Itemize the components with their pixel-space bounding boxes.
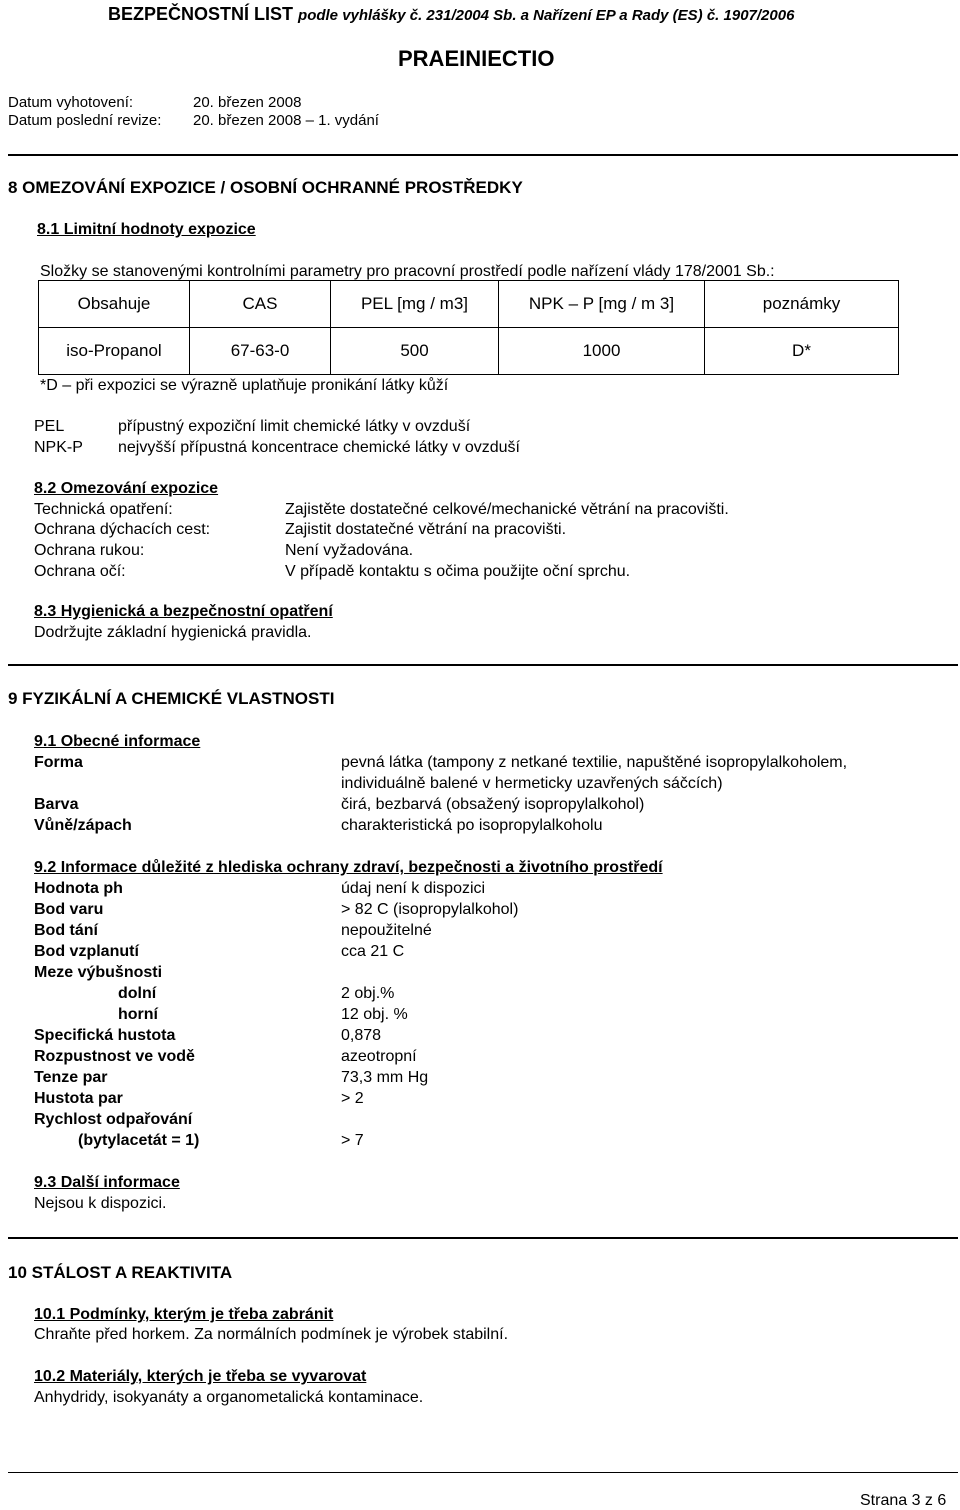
table-header-cell: NPK – P [mg / m 3]: [499, 281, 705, 328]
header-divider: [8, 154, 958, 156]
property-value: 2 obj.%: [341, 985, 395, 1002]
exposure-label: Ochrana dýchacích cest:: [34, 521, 211, 538]
abbr-desc: nejvyšší přípustná koncentrace chemické látky v ovzduší: [118, 439, 520, 456]
property-label: Hodnota ph: [34, 880, 123, 897]
forma-value: pevná látka (tampony z netkané textilie, napuštěné isopropylalkoholem,: [341, 754, 848, 771]
property-label: Tenze par: [34, 1069, 108, 1086]
section-8-3-title: 8.3 Hygienická a bezpečnostní opatření: [34, 603, 333, 620]
footer-divider: [8, 1472, 958, 1473]
document-header: [108, 4, 794, 25]
property-value: 12 obj. %: [341, 1006, 408, 1023]
product-name: PRAEINIECTIO: [398, 46, 555, 71]
table-header-cell: poznámky: [705, 281, 899, 328]
table-cell: iso-Propanol: [39, 328, 190, 375]
abbr-term: NPK-P: [34, 439, 83, 456]
exposure-label: Technická opatření:: [34, 501, 173, 518]
table-header-cell: PEL [mg / m3]: [331, 281, 499, 328]
property-value: > 7: [341, 1132, 364, 1149]
table-cell: 67-63-0: [190, 328, 331, 375]
exposure-value: V případě kontaktu s očima použijte oční sprchu.: [285, 563, 631, 580]
section-8-1-intro: Složky se stanovenými kontrolními parametry pro pracovní prostředí podle nařízení vlády 178/2001 Sb.:: [40, 263, 775, 280]
exposure-value: Zajistěte dostatečné celkové/mechanické větrání na pracovišti.: [285, 501, 729, 518]
property-label: dolní: [118, 985, 157, 1002]
table-header-cell: CAS: [190, 281, 331, 328]
property-label: Bod varu: [34, 901, 104, 918]
property-value: cca 21 C: [341, 943, 405, 960]
property-label: Bod vzplanutí: [34, 943, 139, 960]
section-9-2-title: 9.2 Informace důležité z hlediska ochrany zdraví, bezpečnosti a životního prostředí: [34, 859, 663, 876]
property-value: nepoužitelné: [341, 922, 432, 939]
document-title: BEZPEČNOSTNÍ LIST: [108, 4, 294, 24]
property-label: Meze výbušnosti: [34, 964, 163, 981]
section-9-heading: 9 FYZIKÁLNÍ A CHEMICKÉ VLASTNOSTI: [8, 689, 335, 708]
property-value: 73,3 mm Hg: [341, 1069, 429, 1086]
forma-value-cont: individuálně balené v hermeticky uzavřených sáčcích): [341, 775, 723, 792]
section-8-1-title: 8.1 Limitní hodnoty expozice: [37, 221, 256, 238]
table-cell: 1000: [499, 328, 705, 375]
property-label: Rozpustnost ve vodě: [34, 1048, 195, 1065]
table-header-row: [39, 281, 899, 328]
barva-label: Barva: [34, 796, 79, 813]
exposure-label: Ochrana očí:: [34, 563, 126, 580]
vune-value: charakteristická po isopropylalkoholu: [341, 817, 603, 834]
property-value: 0,878: [341, 1027, 382, 1044]
property-value: údaj není k dispozici: [341, 880, 486, 897]
exposure-value: Není vyžadována.: [285, 542, 414, 559]
section-10-2-title: 10.2 Materiály, kterých je třeba se vyvarovat: [34, 1368, 367, 1385]
vune-label: Vůně/zápach: [34, 817, 132, 834]
abbr-desc: přípustný expoziční limit chemické látky v ovzduší: [118, 418, 471, 435]
section-divider: [8, 1237, 958, 1239]
property-label: Rychlost odpařování: [34, 1111, 193, 1128]
section-9-3-text: Nejsou k dispozici.: [34, 1195, 167, 1212]
exposure-value: Zajistit dostatečné větrání na pracovišti.: [285, 521, 567, 538]
exposure-limits-table: [38, 280, 899, 375]
forma-label: Forma: [34, 754, 83, 771]
property-label: Bod tání: [34, 922, 98, 939]
section-8-2-title: 8.2 Omezování expozice: [34, 480, 219, 497]
property-label: Specifická hustota: [34, 1027, 176, 1044]
abbr-term: PEL: [34, 418, 65, 435]
date-created-value: 20. březen 2008: [193, 94, 302, 111]
property-value: > 2: [341, 1090, 364, 1107]
section-10-heading: 10 STÁLOST A REAKTIVITA: [8, 1263, 233, 1282]
property-value: > 82 C (isopropylalkohol): [341, 901, 519, 918]
section-10-1-text: Chraňte před horkem. Za normálních podmínek je výrobek stabilní.: [34, 1326, 509, 1343]
document-subtitle: podle vyhlášky č. 231/2004 Sb. a Nařízení EP a Rady (ES) č. 1907/2006: [298, 7, 795, 24]
section-9-3-title: 9.3 Další informace: [34, 1174, 180, 1191]
date-created-label: Datum vyhotovení:: [8, 94, 134, 111]
property-value: azeotropní: [341, 1048, 417, 1065]
section-10-2-text: Anhydridy, isokyanáty a organometalická kontaminace.: [34, 1389, 424, 1406]
property-label: (bytylacetát = 1): [78, 1132, 200, 1149]
date-revised-value: 20. březen 2008 – 1. vydání: [193, 112, 379, 129]
table-cell: D*: [705, 328, 899, 375]
table-header-cell: Obsahuje: [39, 281, 190, 328]
exposure-label: Ochrana rukou:: [34, 542, 145, 559]
date-revised-label: Datum poslední revize:: [8, 112, 162, 129]
barva-value: čirá, bezbarvá (obsažený isopropylalkohol): [341, 796, 645, 813]
section-8-heading: 8 OMEZOVÁNÍ EXPOZICE / OSOBNÍ OCHRANNÉ PROSTŘEDKY: [8, 178, 523, 197]
skin-note: *D – při expozici se výrazně uplatňuje pronikání látky kůží: [40, 377, 449, 394]
section-8-3-text: Dodržujte základní hygienická pravidla.: [34, 624, 312, 641]
property-label: Hustota par: [34, 1090, 123, 1107]
table-row: [39, 328, 899, 375]
section-9-1-title: 9.1 Obecné informace: [34, 733, 201, 750]
property-label: horní: [118, 1006, 158, 1023]
table-cell: 500: [331, 328, 499, 375]
section-divider: [8, 664, 958, 666]
page-number: Strana 3 z 6: [860, 1492, 947, 1509]
section-10-1-title: 10.1 Podmínky, kterým je třeba zabránit: [34, 1306, 334, 1323]
